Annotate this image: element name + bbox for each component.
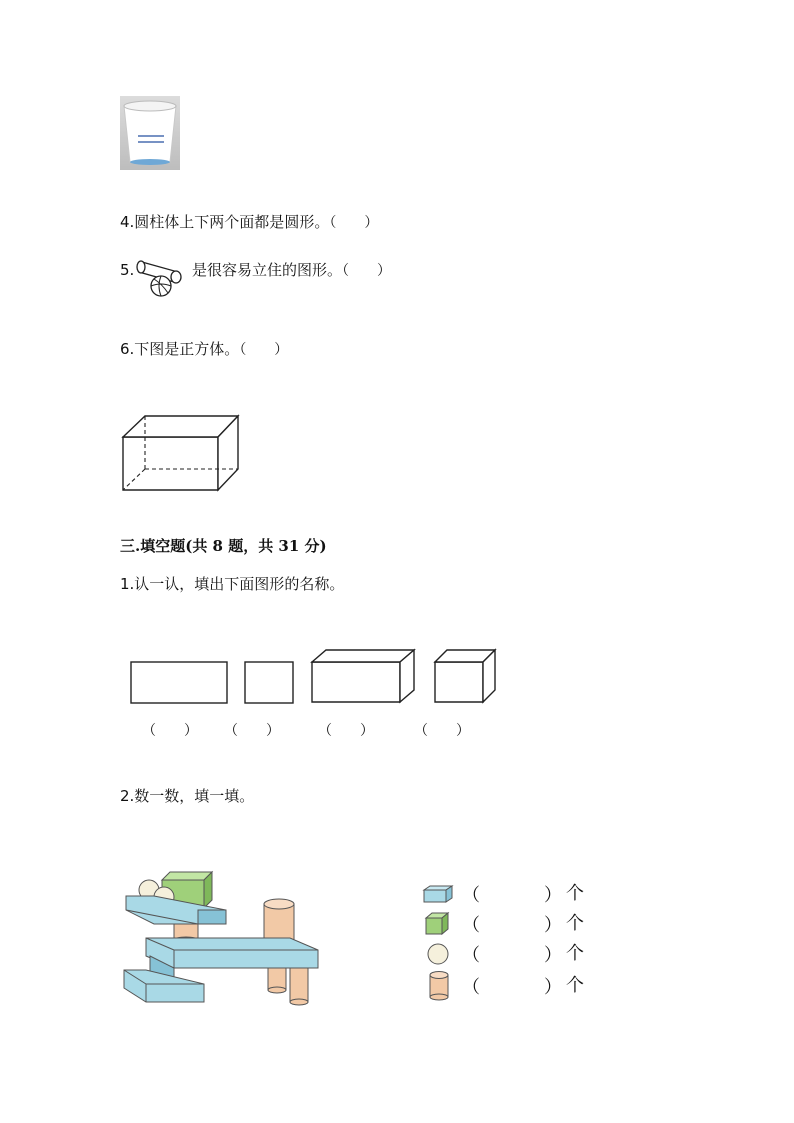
count-row-1-answer[interactable] bbox=[478, 880, 540, 904]
count-row-2-close-paren: ） bbox=[544, 915, 562, 936]
count-row-1-close-paren: ） bbox=[544, 885, 562, 906]
building-blocks-image bbox=[120, 866, 326, 1008]
cuboid-icon bbox=[422, 884, 458, 904]
question-5-number: 5. bbox=[120, 261, 135, 279]
cube-shape bbox=[433, 648, 501, 706]
count-row-4-unit: 个 bbox=[566, 975, 584, 996]
section-3-title: 三.填空题(共 8 题，共 31 分) bbox=[120, 537, 327, 555]
question-5-answer-paren[interactable]: （ ） bbox=[342, 263, 392, 279]
cylinder-on-ball-icon bbox=[136, 250, 188, 298]
count-row-3-unit: 个 bbox=[566, 943, 584, 964]
paper-cup-drawing bbox=[120, 96, 180, 170]
question-4-answer-paren[interactable]: （ ） bbox=[329, 215, 379, 231]
rectangle-shape bbox=[130, 660, 230, 706]
question-6-answer-paren[interactable]: （ ） bbox=[239, 342, 289, 358]
count-legend bbox=[420, 874, 596, 1010]
count-row-2-answer[interactable] bbox=[478, 910, 540, 934]
fill-question-2-text: 2.数一数，填一填。 bbox=[120, 787, 255, 805]
count-row-3-answer[interactable] bbox=[478, 940, 540, 964]
count-row-3-close-paren: ） bbox=[544, 945, 562, 966]
question-4 bbox=[120, 212, 378, 233]
count-row-4-open-paren: （ bbox=[462, 977, 480, 998]
shape-4-answer-paren[interactable]: （ ） bbox=[414, 723, 470, 739]
shape-1-answer-paren[interactable]: （ ） bbox=[142, 723, 198, 739]
count-row-1-unit: 个 bbox=[566, 883, 584, 904]
square-shape bbox=[244, 660, 298, 706]
count-row-4-close-paren: ） bbox=[544, 977, 562, 998]
count-row-2-unit: 个 bbox=[566, 913, 584, 934]
fill-question-1-text: 1.认一认，填出下面图形的名称。 bbox=[120, 575, 345, 593]
count-row-2-open-paren: （ bbox=[462, 915, 480, 936]
paper-cup-image bbox=[120, 96, 180, 170]
count-row-4-answer[interactable] bbox=[478, 972, 540, 996]
question-6 bbox=[120, 339, 288, 360]
question-4-text: 4.圆柱体上下两个面都是圆形。 bbox=[120, 213, 330, 231]
sphere-icon bbox=[426, 942, 452, 968]
shape-3-answer-paren[interactable]: （ ） bbox=[318, 723, 374, 739]
count-row-1-open-paren: （ bbox=[462, 885, 480, 906]
cuboid-shape bbox=[310, 648, 420, 706]
cube-icon bbox=[424, 912, 454, 936]
cuboid-figure bbox=[120, 413, 242, 493]
question-5-text: 是很容易立住的图形。 bbox=[192, 261, 343, 279]
cylinder-icon bbox=[428, 970, 452, 1002]
question-5 bbox=[192, 260, 391, 281]
shape-2-answer-paren[interactable]: （ ） bbox=[224, 723, 280, 739]
count-row-3-open-paren: （ bbox=[462, 945, 480, 966]
question-6-text: 6.下图是正方体。 bbox=[120, 340, 240, 358]
